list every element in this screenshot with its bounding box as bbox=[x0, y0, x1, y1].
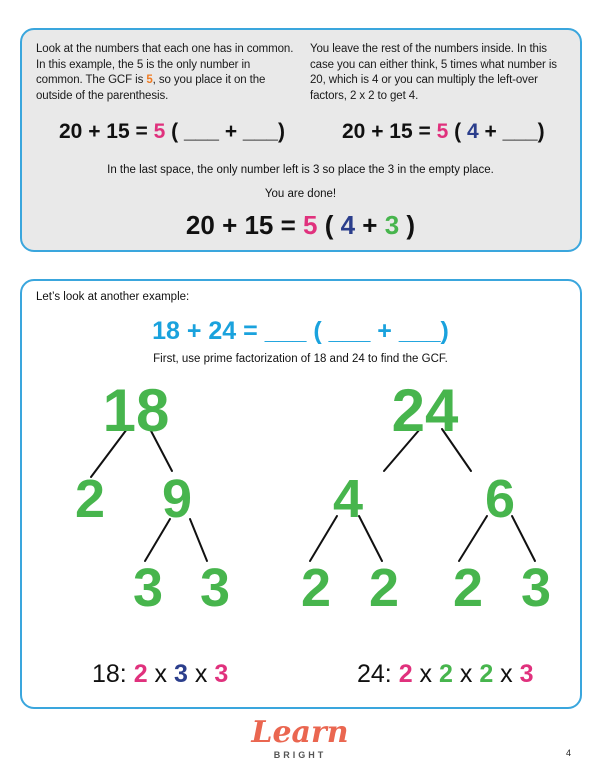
eq1-lhs: 20 + 15 = bbox=[59, 120, 154, 143]
factors18-a: 2 bbox=[133, 660, 148, 688]
tree6-branch-left bbox=[459, 516, 487, 561]
factors18-c: 3 bbox=[214, 660, 229, 688]
eq3-three: 3 bbox=[384, 210, 400, 240]
equation-step-1 bbox=[59, 120, 285, 144]
para-left-end: , so you place it on the outside of the parenthesis. bbox=[36, 74, 266, 102]
equation-step-2 bbox=[342, 120, 545, 144]
factors24-a: 2 bbox=[398, 660, 413, 688]
eq3-lhs: 20 + 15 = bbox=[185, 210, 304, 240]
factors24-x3: x bbox=[493, 660, 520, 688]
eq2-gcf: 5 bbox=[436, 120, 449, 143]
eq3-close: ) bbox=[399, 210, 416, 240]
eq3-plus: + bbox=[355, 210, 385, 240]
example-equation: 18 + 24 = ___ ( ___ + ___) bbox=[152, 317, 449, 345]
gcf-highlight: 5 bbox=[146, 74, 153, 86]
tree24-leaf-3: 2 bbox=[452, 558, 484, 618]
eq1-gcf: 5 bbox=[153, 120, 166, 143]
factors24-c: 2 bbox=[479, 660, 494, 688]
explanation-left-paragraph bbox=[36, 42, 298, 104]
para-left-text: Look at the numbers that each one has in common. In this example, the 5 is the only number in common. The GCF is bbox=[36, 43, 294, 86]
tree24-right: 6 bbox=[484, 469, 516, 529]
factors24-label: 24: bbox=[357, 660, 399, 688]
prime-factors-18 bbox=[92, 660, 228, 689]
equation-final bbox=[22, 210, 579, 241]
tree18-left: 2 bbox=[74, 469, 106, 529]
tree9-branch-right bbox=[190, 519, 207, 561]
tree24-leaf-2: 2 bbox=[368, 558, 400, 618]
factors24-d: 3 bbox=[519, 660, 534, 688]
factors18-label: 18: bbox=[92, 660, 134, 688]
factors18-b: 3 bbox=[174, 660, 188, 688]
factors18-x1: x bbox=[147, 660, 175, 688]
eq1-rest: ( ___ + ___) bbox=[165, 120, 285, 143]
explanation-right-paragraph: You leave the rest of the numbers inside. In this case you can either think, 5 times what number is 20, which is 4 or you can multiply the left-over factors, 2 x 2 to get 4. bbox=[310, 43, 557, 102]
logo-bright-text: BRIGHT bbox=[273, 750, 327, 760]
done-text: You are done! bbox=[264, 188, 337, 200]
eq3-open: ( bbox=[317, 210, 341, 240]
factors18-x2: x bbox=[187, 660, 215, 688]
factor-trees bbox=[22, 281, 579, 706]
page-number: 4 bbox=[566, 748, 572, 758]
eq2-four: 4 bbox=[466, 120, 479, 143]
example-box bbox=[20, 279, 582, 709]
tree18-right: 9 bbox=[161, 469, 193, 529]
tree18-leaf-1: 3 bbox=[132, 558, 164, 618]
tree24-leaf-1: 2 bbox=[300, 558, 332, 618]
learn-bright-logo bbox=[250, 716, 350, 766]
eq3-four: 4 bbox=[340, 210, 356, 240]
tree24-leaf-4: 3 bbox=[520, 558, 552, 618]
prime-factorization-instruction: First, use prime factorization of 18 and 24 to find the GCF. bbox=[153, 353, 448, 365]
tree6-branch-right bbox=[512, 516, 535, 561]
eq2-lhs: 20 + 15 = bbox=[342, 120, 437, 143]
tree24-left: 4 bbox=[332, 469, 364, 529]
factors24-b: 2 bbox=[439, 660, 453, 688]
example-intro: Let’s look at another example: bbox=[36, 291, 190, 303]
tree24-root: 24 bbox=[391, 377, 459, 444]
factors24-x2: x bbox=[452, 660, 480, 688]
explanation-box bbox=[20, 28, 582, 252]
prime-factors-24 bbox=[357, 660, 534, 689]
last-space-instruction: In the last space, the only number left is 3 so place the 3 in the empty place. bbox=[107, 164, 494, 176]
tree18-leaf-2: 3 bbox=[199, 558, 231, 618]
logo-learn-text: Learn bbox=[251, 715, 349, 750]
eq2-open: ( bbox=[448, 120, 467, 143]
factors24-x1: x bbox=[412, 660, 440, 688]
tree18-root: 18 bbox=[102, 377, 170, 444]
eq3-gcf: 5 bbox=[303, 210, 318, 240]
eq2-rest: + ___) bbox=[478, 120, 545, 143]
